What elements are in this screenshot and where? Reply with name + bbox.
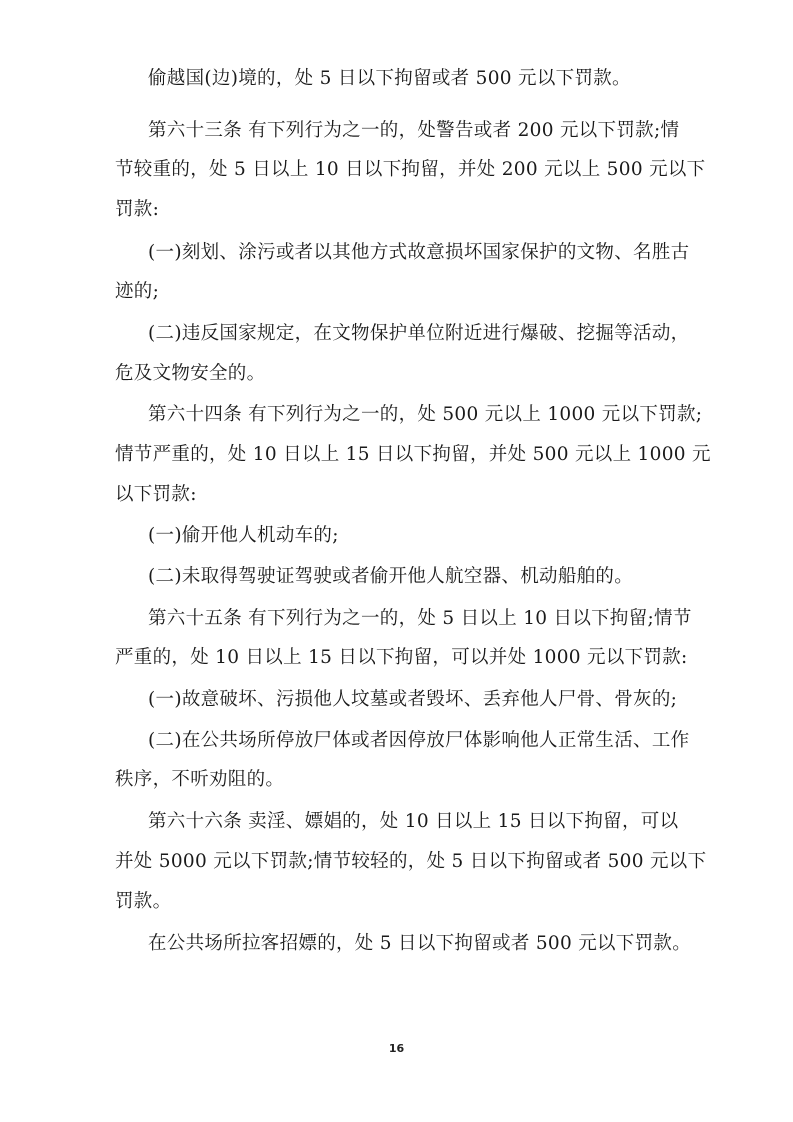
text-line: 罚款。 [115, 891, 172, 912]
text-line: 节较重的，处 5 日以上 10 日以下拘留，并处 200 元以上 500 元以下 [115, 159, 706, 180]
text-line: (一)刻划、涂污或者以其他方式故意损坏国家保护的文物、名胜古 [148, 242, 690, 263]
text-line: 第六十四条 有下列行为之一的，处 500 元以上 1000 元以下罚款; [148, 404, 703, 425]
text-line: (一)偷开他人机动车的; [148, 525, 339, 546]
text-line: (二)违反国家规定，在文物保护单位附近进行爆破、挖掘等活动， [148, 323, 690, 344]
text-line: 在公共场所拉客招嫖的，处 5 日以下拘留或者 500 元以下罚款。 [148, 933, 692, 954]
text-line: 秩序，不听劝阻的。 [115, 769, 285, 790]
text-line: 偷越国(边)境的，处 5 日以下拘留或者 500 元以下罚款。 [148, 68, 631, 89]
text-line: 迹的; [115, 281, 160, 302]
text-line: 第六十六条 卖淫、嫖娼的，处 10 日以上 15 日以下拘留，可以 [148, 811, 679, 832]
text-line: 以下罚款: [115, 484, 197, 505]
text-line: 情节严重的，处 10 日以上 15 日以下拘留，并处 500 元以上 1000 元 [115, 444, 711, 465]
text-line: 并处 5000 元以下罚款;情节较轻的，处 5 日以下拘留或者 500 元以下 [115, 851, 707, 872]
text-line: (二)在公共场所停放尸体或者因停放尸体影响他人正常生活、工作 [148, 730, 690, 751]
text-line: (一)故意破坏、污损他人坟墓或者毁坏、丢弃他人尸骨、骨灰的; [148, 689, 678, 710]
page-number: 16 [388, 1042, 405, 1055]
text-line: 第六十五条 有下列行为之一的，处 5 日以上 10 日以下拘留;情节 [148, 608, 692, 629]
text-line: 危及文物安全的。 [115, 363, 266, 384]
text-line: 严重的，处 10 日以上 15 日以下拘留，可以并处 1000 元以下罚款: [115, 647, 688, 668]
text-line: (二)未取得驾驶证驾驶或者偷开他人航空器、机动船舶的。 [148, 566, 634, 587]
text-line: 第六十三条 有下列行为之一的，处警告或者 200 元以下罚款;情 [148, 120, 680, 141]
text-line: 罚款: [115, 199, 160, 220]
